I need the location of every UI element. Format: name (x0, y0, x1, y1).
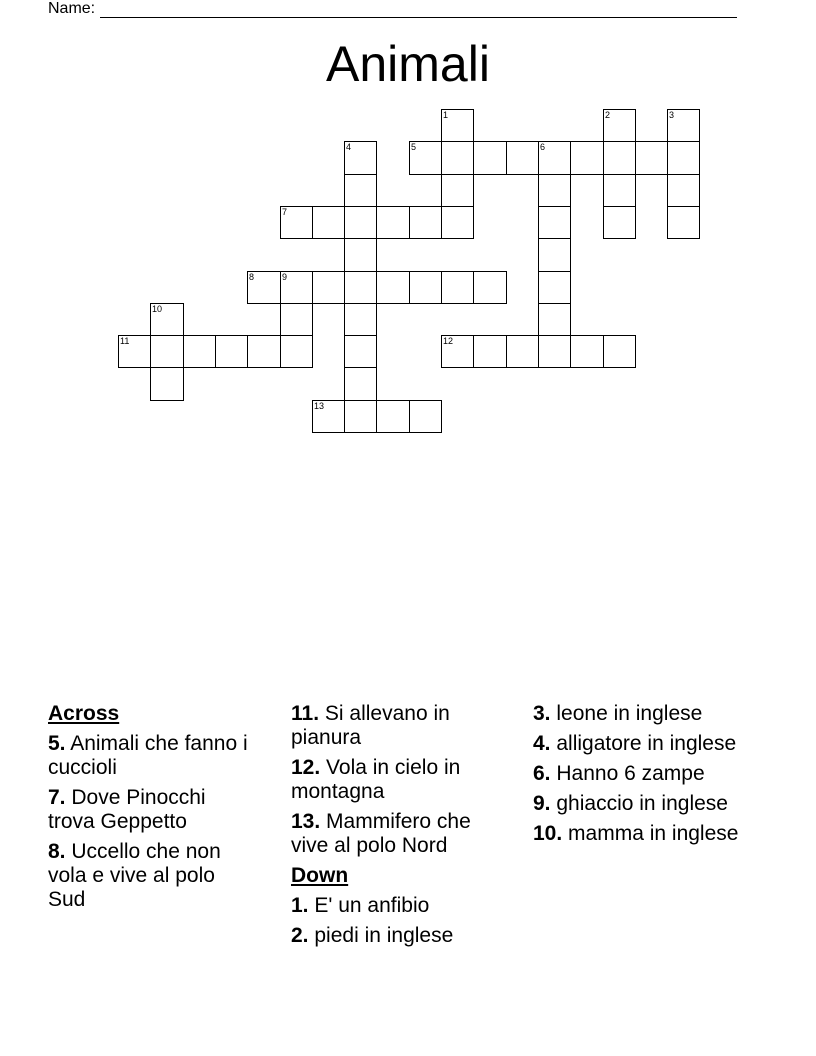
clue-text: Animali che fanno i cuccioli (48, 732, 248, 779)
cell-number: 3 (669, 110, 675, 120)
clue-number: 11. (291, 702, 320, 725)
clue-across-5 (48, 732, 253, 780)
crossword-cell[interactable] (409, 206, 442, 239)
clue-text: alligatore in inglese (556, 732, 737, 755)
crossword-cell[interactable] (409, 141, 442, 175)
crossword-cell[interactable] (473, 271, 507, 304)
crossword-cell[interactable] (473, 141, 507, 175)
crossword-cell[interactable] (150, 367, 184, 401)
crossword-cell[interactable] (441, 141, 474, 175)
crossword-cell[interactable] (441, 174, 474, 207)
name-label: Name: (48, 0, 96, 17)
crossword-cell[interactable] (312, 271, 345, 304)
crossword-cell[interactable] (344, 238, 377, 272)
crossword-cell[interactable] (635, 141, 668, 175)
crossword-cell[interactable] (667, 141, 700, 175)
cell-number: 1 (443, 110, 449, 120)
crossword-cell[interactable] (344, 206, 377, 239)
crossword-cell[interactable] (538, 303, 571, 336)
crossword-cell[interactable] (280, 303, 313, 336)
crossword-cell[interactable] (603, 206, 636, 239)
crossword-cell[interactable] (344, 303, 377, 336)
crossword-cell[interactable] (118, 335, 151, 368)
clue-down-3 (533, 702, 743, 726)
crossword-cell[interactable] (376, 206, 410, 239)
cell-number: 9 (282, 272, 288, 282)
crossword-cell[interactable] (603, 109, 636, 142)
clue-text: Mammifero che vive al polo Nord (291, 810, 471, 857)
clue-text: ghiaccio in inglese (556, 792, 728, 815)
crossword-cell[interactable] (506, 141, 539, 175)
crossword-cell[interactable] (538, 271, 571, 304)
crossword-cell[interactable] (538, 141, 571, 175)
crossword-cell[interactable] (538, 238, 571, 272)
crossword-cell[interactable] (667, 109, 700, 142)
clue-text: E' un anfibio (314, 894, 430, 917)
crossword-cell[interactable] (215, 335, 248, 368)
clue-text: Dove Pinocchi trova Geppetto (48, 786, 206, 833)
crossword-cell[interactable] (376, 400, 410, 433)
cell-number: 10 (152, 304, 163, 314)
clue-down-10 (533, 822, 743, 846)
crossword-cell[interactable] (473, 335, 507, 368)
clues-column-3 (533, 702, 743, 852)
clue-across-12 (291, 756, 496, 804)
crossword-cell[interactable] (312, 206, 345, 239)
clue-number: 2. (291, 924, 309, 947)
crossword-cell[interactable] (409, 400, 442, 433)
crossword-cell[interactable] (344, 400, 377, 433)
cell-number: 11 (120, 336, 130, 346)
crossword-cell[interactable] (441, 206, 474, 239)
crossword-cell[interactable] (247, 335, 281, 368)
clue-text: Hanno 6 zampe (556, 762, 705, 785)
across-heading: Across (48, 702, 120, 725)
crossword-cell[interactable] (441, 109, 474, 142)
crossword-cell[interactable] (538, 174, 571, 207)
crossword-cell[interactable] (409, 271, 442, 304)
clue-number: 1. (291, 894, 309, 917)
cell-number: 6 (540, 142, 546, 152)
crossword-cell[interactable] (538, 335, 571, 368)
crossword-cell[interactable] (376, 271, 410, 304)
clue-number: 10. (533, 822, 563, 845)
clue-number: 12. (291, 756, 321, 779)
clue-text: mamma in inglese (568, 822, 739, 845)
clue-down-4 (533, 732, 743, 756)
clue-text: Uccello che non vola e vive al polo Sud (48, 840, 221, 911)
page-title: Animali (326, 36, 490, 92)
clue-across-11 (291, 702, 496, 750)
cell-number: 12 (443, 336, 454, 346)
clue-text: leone in inglese (556, 702, 703, 725)
crossword-cell[interactable] (247, 271, 281, 304)
clue-text: Si allevano in pianura (291, 702, 450, 749)
crossword-cell[interactable] (603, 174, 636, 207)
cell-number: 5 (411, 142, 417, 152)
clue-across-8 (48, 840, 253, 912)
clue-number: 3. (533, 702, 551, 725)
clue-across-7 (48, 786, 253, 834)
crossword-grid (0, 0, 816, 460)
crossword-cell[interactable] (570, 335, 604, 368)
clue-number: 9. (533, 792, 551, 815)
crossword-cell[interactable] (150, 303, 184, 336)
clue-number: 4. (533, 732, 551, 755)
crossword-cell[interactable] (183, 335, 216, 368)
clues-column-1 (48, 702, 253, 918)
cell-number: 4 (346, 142, 352, 152)
clue-number: 5. (48, 732, 66, 755)
clues-column-2 (291, 702, 496, 954)
crossword-cell[interactable] (344, 271, 377, 304)
crossword-cell[interactable] (441, 335, 474, 368)
crossword-cell[interactable] (667, 174, 700, 207)
clue-number: 6. (533, 762, 551, 785)
crossword-cell[interactable] (603, 141, 636, 175)
crossword-cell[interactable] (344, 335, 377, 368)
crossword-cell[interactable] (280, 271, 313, 304)
clue-down-9 (533, 792, 743, 816)
crossword-cell[interactable] (150, 335, 184, 368)
clue-number: 8. (48, 840, 66, 863)
clue-down-6 (533, 762, 743, 786)
down-heading: Down (291, 864, 349, 887)
crossword-cell[interactable] (344, 141, 377, 175)
cell-number: 8 (249, 272, 255, 282)
clue-number: 13. (291, 810, 321, 833)
crossword-cell[interactable] (344, 367, 377, 401)
crossword-cell[interactable] (538, 206, 571, 239)
clue-number: 7. (48, 786, 66, 809)
crossword-cell[interactable] (506, 335, 539, 368)
cell-number: 13 (314, 401, 325, 411)
cell-number: 7 (282, 207, 288, 217)
crossword-cell[interactable] (312, 400, 345, 433)
crossword-cell[interactable] (280, 206, 313, 239)
crossword-cell[interactable] (667, 206, 700, 239)
clue-down-1 (291, 894, 496, 918)
crossword-cell[interactable] (280, 335, 313, 368)
crossword-cell[interactable] (344, 174, 377, 207)
crossword-cell[interactable] (441, 271, 474, 304)
clue-text: Vola in cielo in montagna (291, 756, 461, 803)
clue-text: piedi in inglese (314, 924, 454, 947)
clue-down-2 (291, 924, 496, 948)
crossword-cell[interactable] (603, 335, 636, 368)
clue-across-13 (291, 810, 496, 858)
crossword-cell[interactable] (570, 141, 604, 175)
cell-number: 2 (605, 110, 611, 120)
